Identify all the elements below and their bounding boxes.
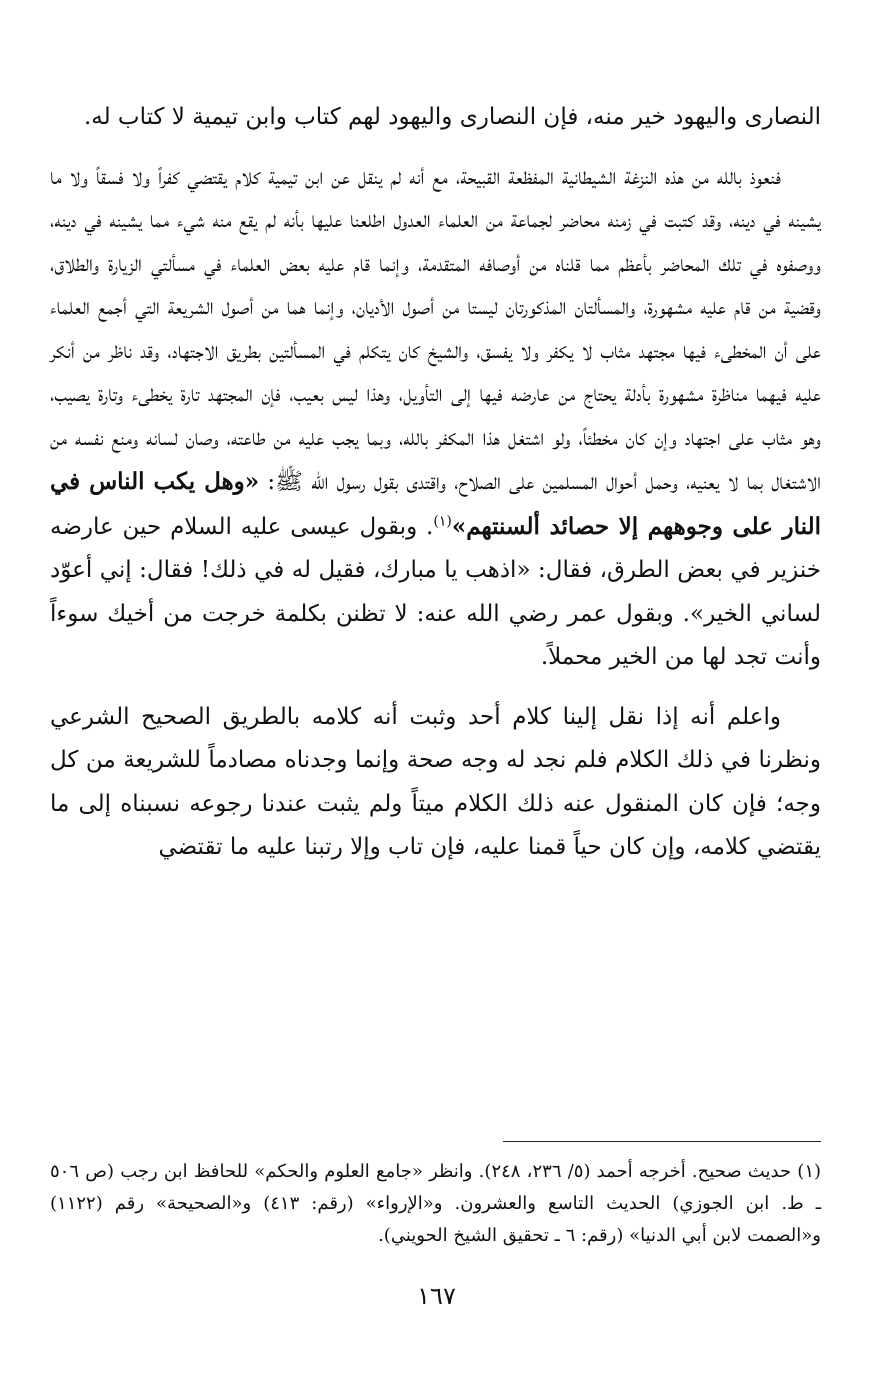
paragraph-1 [50, 96, 821, 140]
paragraph-3 [50, 696, 821, 870]
paragraph-2 [50, 156, 821, 680]
hadith-quote: «وهل يكب الناس في النار على وجوههم إلا حصائد ألسنتهم» [50, 468, 821, 540]
footnote-reference: (١) [433, 512, 452, 529]
paragraph-3-text: واعلم أنه إذا نقل إلينا كلام أحد وثبت أنه كلامه بالطريق الصحيح الشرعي ونظرنا في ذلك الكلام فلم نجد له وجه صحة وإنما وجدناه مصادماً للشريعة من كل وجه؛ فإن كان المنقول عنه ذلك الكلام ميتاً ولم يثبت عندنا رجوعه نسبناه إلى ما يقتضي كلامه، وإن كان حياً قمنا عليه، فإن تاب وإلا رتبنا عليه ما تقتضي [50, 703, 821, 860]
paragraph-1-text: النصارى واليهود خير منه، فإن النصارى واليهود لهم كتاب وابن تيمية لا كتاب له. [83, 104, 821, 130]
page-number: ١٦٧ [417, 1282, 456, 1310]
paragraph-2-continuation: . وبقول عيسى عليه السلام حين عارضه خنزير في بعض الطرق، فقال: «اذهب يا مبارك، فقيل له في ذلك! فقال: إني أعوّد لساني الخير». وبقول عمر رضي الله عنه: لا تظنن بكلمة خرجت من أخيك سوءاً وأنت تجد لها من الخير محملاً. [50, 513, 821, 670]
paragraph-2-text: فنعوذ بالله من هذه النزغة الشيطانية المفظعة القبيحة، مع أنه لم ينقل عن ابن تيمية كلام يقتضي كفراً ولا فسقاً ولا ما يشينه في دينه، وقد كتبت في زمنه محاضر لجماعة من العلماء العدول اطلعنا عليها بأنه لم يقع منه شيء مما يشينه في دينه، ووصفوه في تلك المحاضر بأعظم مما قلناه من أوصافه المتقدمة، وإنما قام عليه بعض العلماء في مسألتي الزيارة والطلاق، وقضية من قام عليه مشهورة، والمسألتان المذكورتان ليستا من أصول الأديان، وإنما هما من أصول الشريعة التي أجمع العلماء على أن المخطىء فيها مجتهد مثاب لا يكفر ولا يفسق، والشيخ كان يتكلم في المسألتين بطريق الاجتهاد، وقد ناظر من أنكر عليه فيهما مناظرة مشهورة بأدلة يحتاج من عارضه فيها إلى التأويل، وهذا ليس بعيب، فإن المجتهد تارة يخطىء وتارة يصيب، وهو مثاب على اجتهاد وإن كان مخطئاً، ولو اشتغل هذا المكفر بالله، وبما يجب عليه من طاعته، وصان لسانه ومنع نفسه من الاشتغال بما لا يعنيه، وحمل أحوال المسلمين على الصلاح، واقتدى بقول رسول الله ﷺ: [50, 163, 822, 495]
footnote-1: (١) حديث صحيح. أخرجه أحمد (٥/ ٢٣٦، ٢٤٨). وانظر «جامع العلوم والحكم» للحافظ ابن رجب (ص ٥٠٦ ـ ط. ابن الجوزي) الحديث التاسع والعشرون. و«الإرواء» (رقم: ٤١٣) و«الصحيحة» رقم (١١٢٢) و«الصمت لابن أبي الدنيا» (رقم: ٦ ـ تحقيق الشيخ الحويني). [50, 1161, 822, 1246]
footnotes [50, 1156, 821, 1252]
footnote-divider [503, 1141, 821, 1142]
body-text [50, 96, 821, 870]
